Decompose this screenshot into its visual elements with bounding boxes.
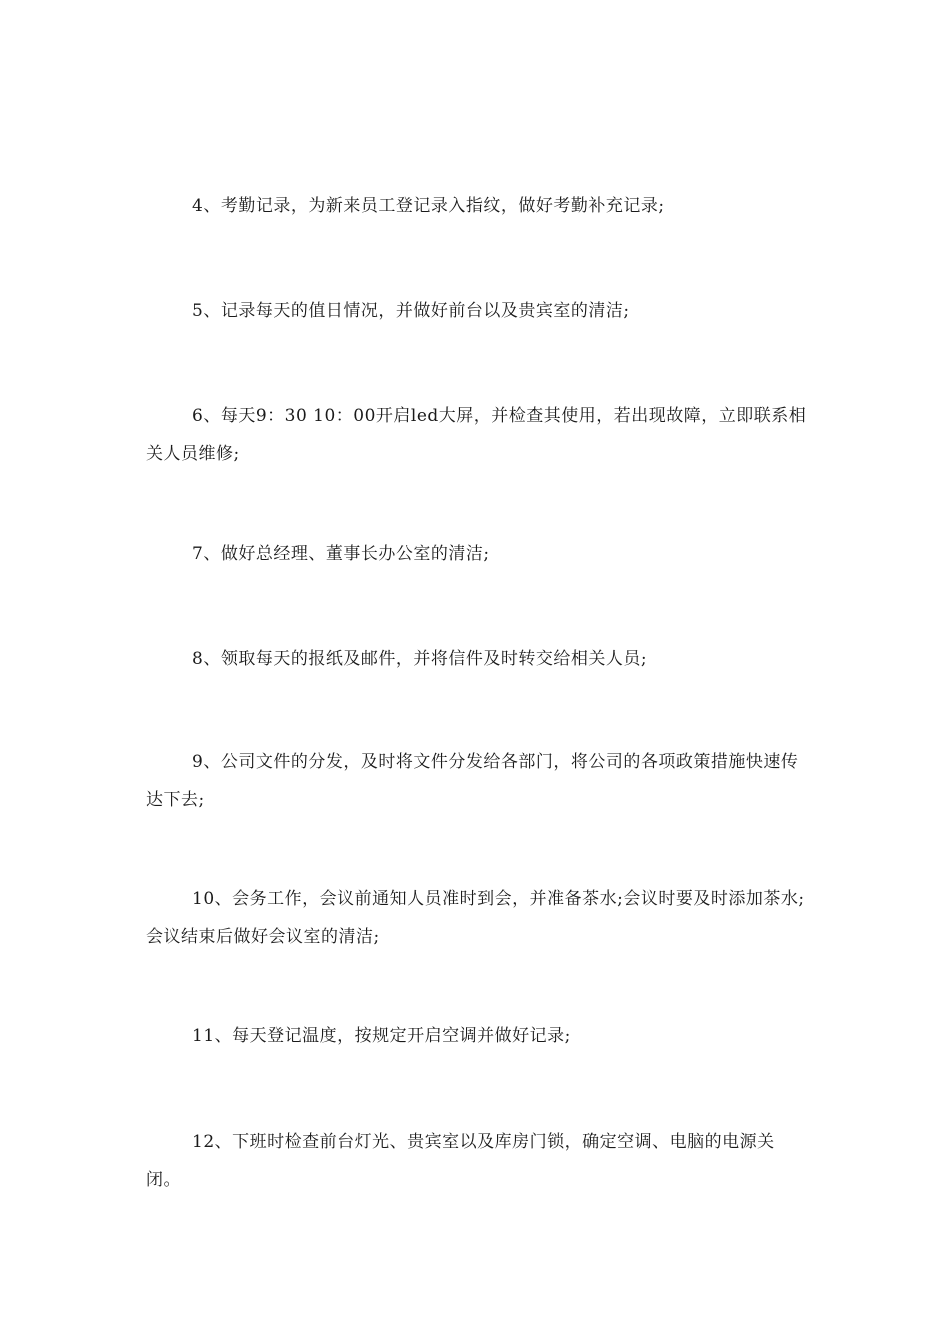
duty-item-12: 12、下班时检查前台灯光、贵宾室以及库房门锁，确定空调、电脑的电源关闭。 <box>146 1132 775 1190</box>
duty-item-4: 4、考勤记录，为新来员工登记录入指纹，做好考勤补充记录; <box>192 196 665 216</box>
duty-item-6: 6、每天9：30 10：00开启led大屏，并检查其使用，若出现故障，立即联系相关人员维修; <box>146 406 807 464</box>
duty-item-8: 8、领取每天的报纸及邮件，并将信件及时转交给相关人员; <box>192 649 648 669</box>
duty-item-7: 7、做好总经理、董事长办公室的清洁; <box>192 544 490 564</box>
duty-item-10: 10、会务工作，会议前通知人员准时到会，并准备茶水;会议时要及时添加茶水;会议结束后做好会议室的清洁; <box>146 889 805 947</box>
duty-item-11: 11、每天登记温度，按规定开启空调并做好记录; <box>192 1026 571 1046</box>
duty-item-9: 9、公司文件的分发，及时将文件分发给各部门，将公司的各项政策措施快速传达下去; <box>146 752 799 810</box>
duty-item-5: 5、记录每天的值日情况，并做好前台以及贵宾室的清洁; <box>192 301 630 321</box>
